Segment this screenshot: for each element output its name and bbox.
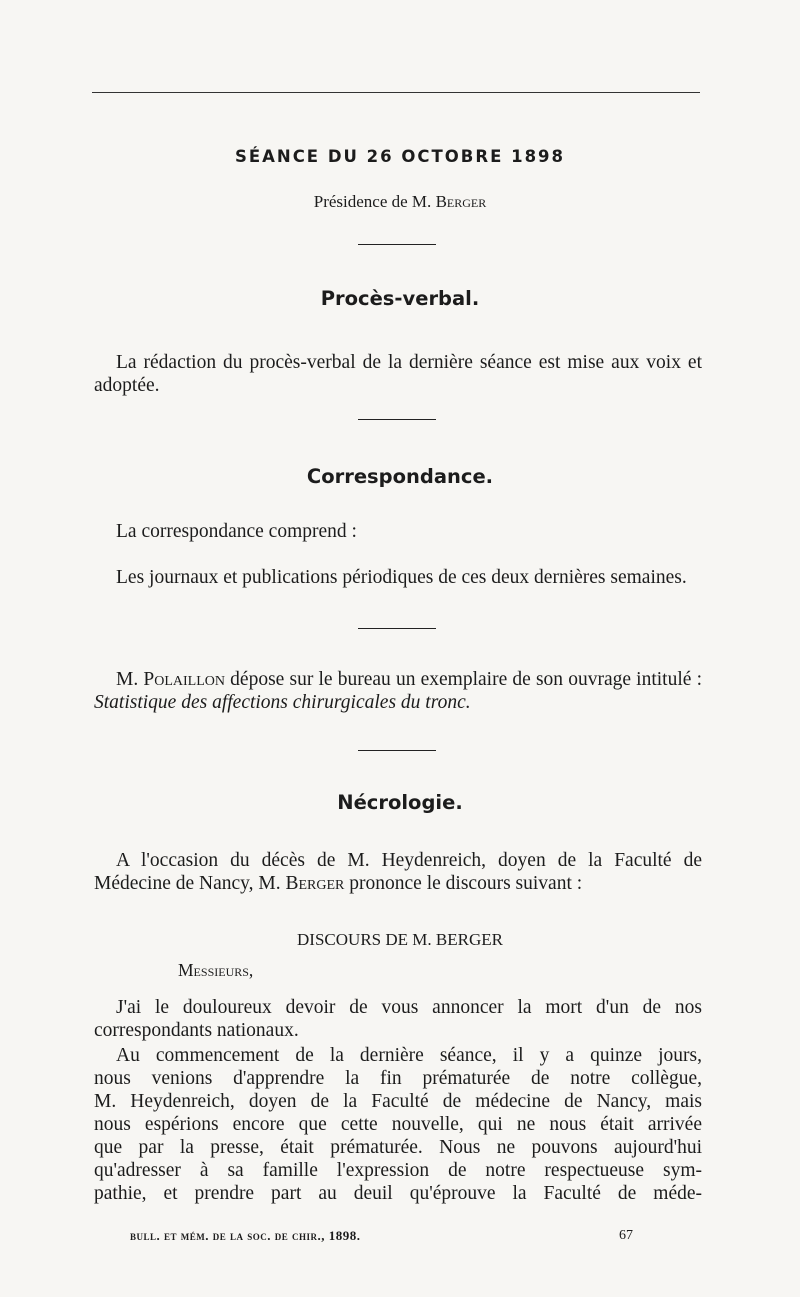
presidence-prefix: Présidence de M.: [313, 192, 432, 211]
presidence-line: [0, 192, 800, 212]
proces-verbal-text: La rédaction du procès-verbal de la dernière séance est mise aux voix et adoptée.: [94, 352, 702, 396]
separator-rule: [358, 244, 436, 245]
text-line: Au commencement de la dernière séance, il y a quinze jours,: [116, 1045, 702, 1066]
seance-title: SÉANCE DU 26 OCTOBRE 1898: [234, 147, 566, 166]
proces-verbal-heading: Procès-verbal.: [320, 287, 480, 310]
text-line: que par la presse, était prématurée. Nous ne pouvons aujourd'hui: [94, 1137, 702, 1158]
polaillon-prefix: M.: [116, 669, 139, 690]
necrologie-intro: [94, 849, 702, 895]
top-rule: [92, 92, 700, 93]
separator-rule: [358, 628, 436, 629]
polaillon-book-title: Statistique des affections chirurgicales du tronc.: [94, 692, 471, 713]
necrologie-heading: Nécrologie.: [337, 791, 463, 814]
text-line: M. Heydenreich, doyen de la Faculté de médecine de Nancy, mais: [94, 1091, 702, 1112]
necrologie-intro-text: A l'occasion du décès de M. Heydenreich, doyen de la Faculté de Médecine de Nancy, M.: [94, 850, 702, 894]
separator-rule: [358, 750, 436, 751]
polaillon-text: dépose sur le bureau un exemplaire de son ouvrage intitulé :: [230, 669, 703, 690]
polaillon-paragraph: [94, 668, 702, 714]
footer-citation: bull. et mém. de la soc. de chir., 1898.: [130, 1228, 361, 1243]
text-line: nous espérions encore que cette nouvelle, qui ne nous était arrivée: [94, 1114, 702, 1135]
page-number: 67: [619, 1228, 633, 1243]
necrologie-intro-end: prononce le discours suivant :: [349, 873, 583, 894]
text-line: pathie, et prendre part au deuil qu'éprouve la Faculté de méde-: [94, 1183, 702, 1204]
correspondance-journaux: Les journaux et publications périodiques de ces deux dernières semaines.: [116, 567, 687, 588]
discours-paragraph-2: [94, 1044, 702, 1205]
president-name: Berger: [435, 192, 487, 211]
necrologie-speaker: Berger: [285, 873, 345, 894]
correspondance-intro: La correspondance comprend :: [116, 521, 357, 542]
separator-rule: [358, 419, 436, 420]
discours-salutation: Messieurs,: [178, 960, 254, 980]
text-line: qu'adresser à sa famille l'expression de notre respectueuse sym-: [94, 1160, 702, 1181]
discours-title: DISCOURS DE M. BERGER: [297, 930, 503, 949]
discours-paragraph-1: J'ai le douloureux devoir de vous annoncer la mort d'un de nos correspondants nationaux.: [94, 997, 702, 1041]
text-line: nous venions d'apprendre la fin prématurée de notre collègue,: [94, 1068, 702, 1089]
polaillon-name: Polaillon: [143, 669, 225, 690]
correspondance-heading: Correspondance.: [306, 465, 494, 488]
